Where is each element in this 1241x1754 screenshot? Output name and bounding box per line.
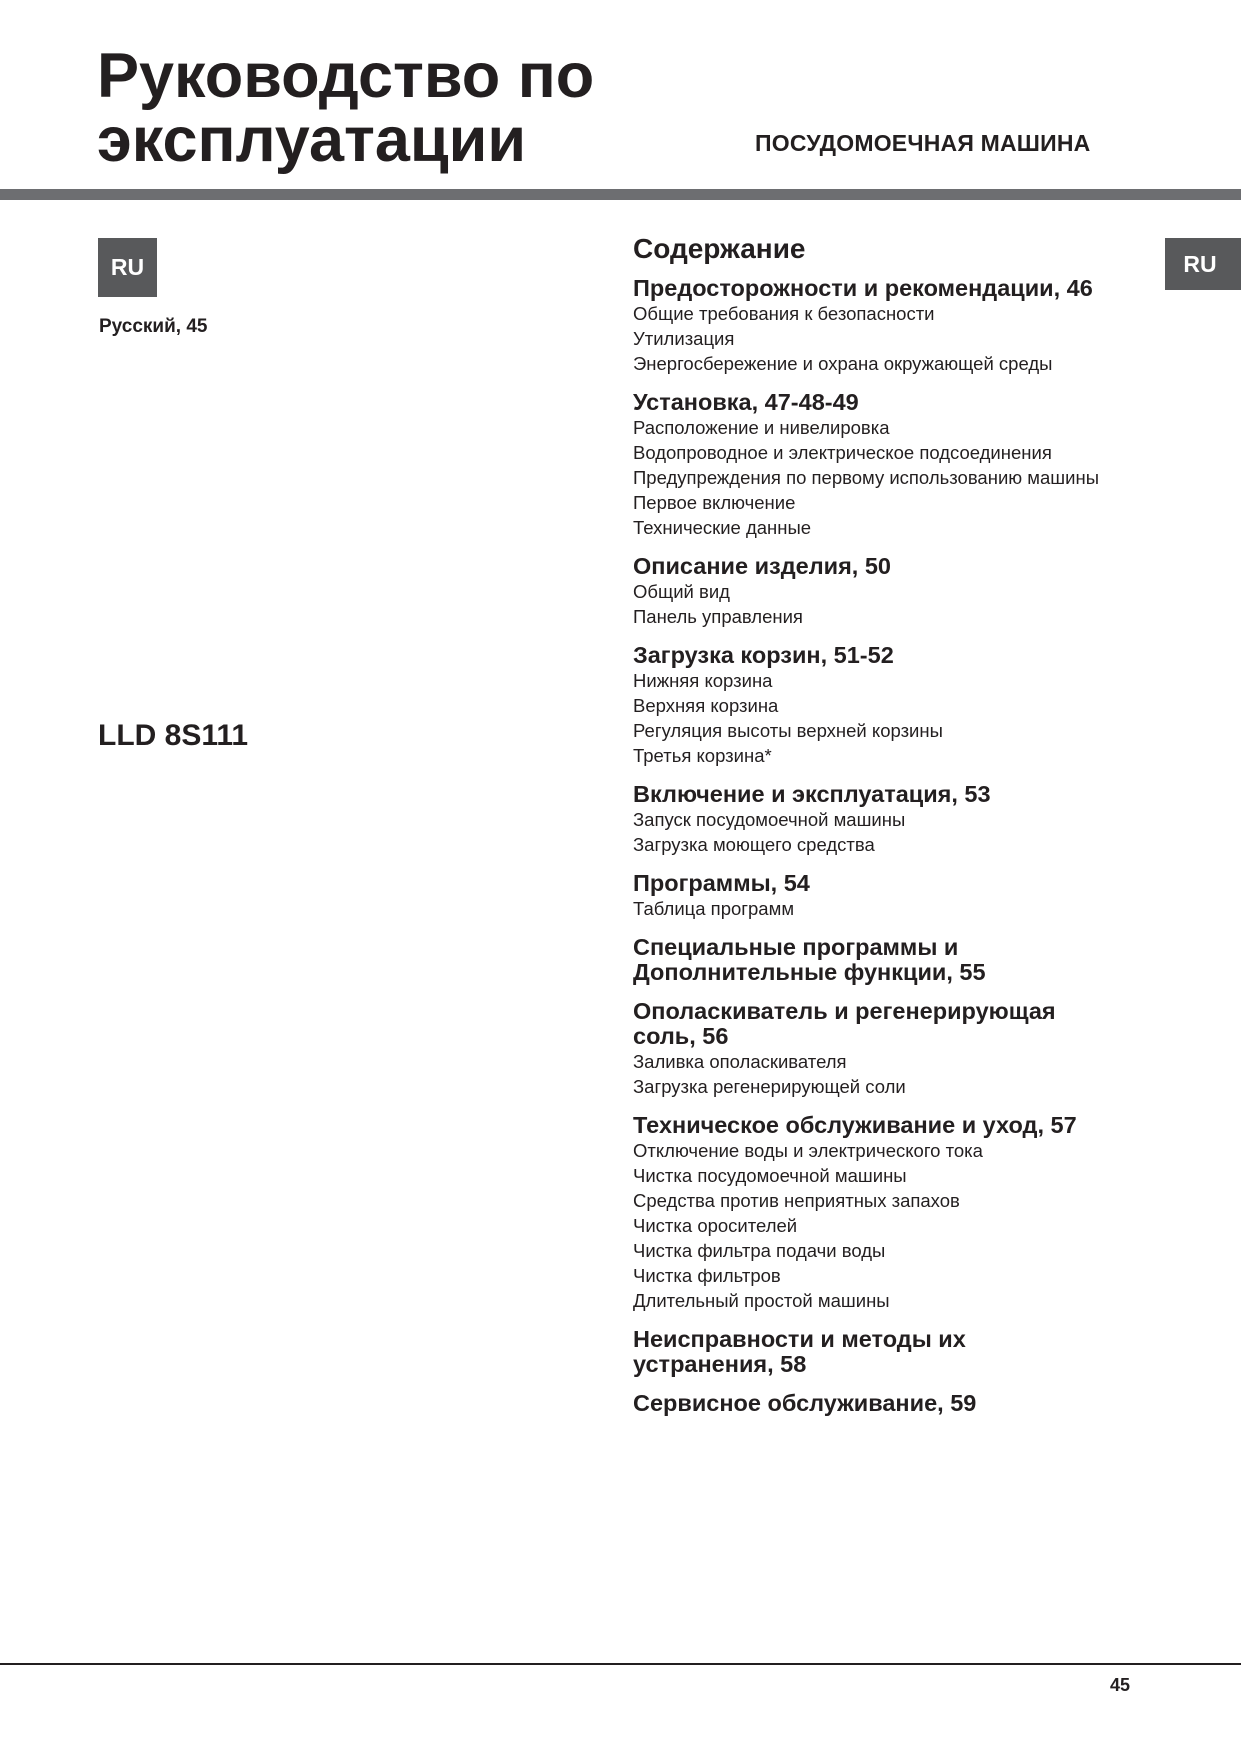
toc-item: Панель управления: [633, 606, 803, 627]
toc-item: Чистка оросителей: [633, 1215, 798, 1236]
toc-section-title-line-2: Дополнительные функции, 55: [633, 959, 986, 985]
toc-section-title: Сервисное обслуживание, 59: [633, 1390, 977, 1416]
toc-item: Верхняя корзина: [633, 695, 779, 716]
language-tab-right: RU: [1165, 238, 1241, 290]
toc-item: Предупреждения по первому использованию машины: [633, 467, 1099, 488]
toc-item: Энергосбережение и охрана окружающей среды: [633, 353, 1053, 374]
toc-item: Нижняя корзина: [633, 670, 773, 691]
toc-section-programmes: [633, 871, 1173, 921]
product-type-subtitle: ПОСУДОМОЕЧНАЯ МАШИНА: [755, 130, 1091, 156]
toc-item: Запуск посудомоечной машины: [633, 809, 906, 830]
toc-item: Общий вид: [633, 581, 730, 602]
toc-section-start-up: [633, 782, 1173, 857]
toc-section-description: [633, 554, 1173, 629]
toc-section-title: Включение и эксплуатация, 53: [633, 781, 991, 807]
toc-section-rinse-aid-salt: [633, 999, 1173, 1099]
toc-item: Общие требования к безопасности: [633, 303, 935, 324]
toc-section-title: Программы, 54: [633, 870, 810, 896]
toc-item: Загрузка регенерирующей соли: [633, 1076, 906, 1097]
page-title-line-1: Руководство по: [97, 41, 595, 111]
toc-item: Расположение и нивелировка: [633, 417, 890, 438]
toc-section-title: Предосторожности и рекомендации, 46: [633, 275, 1093, 301]
toc-section-title: Загрузка корзин, 51-52: [633, 642, 894, 668]
toc-item: Утилизация: [633, 328, 735, 349]
toc-section-troubleshooting: [633, 1327, 1173, 1377]
toc-section-installation: [633, 390, 1173, 540]
page-title-line-2: эксплуатации: [97, 105, 527, 175]
toc-section-title-line-1: Специальные программы и: [633, 934, 959, 960]
toc-section-title-line-1: Неисправности и методы их: [633, 1326, 966, 1352]
language-entry: Русский, 45: [99, 316, 208, 337]
toc-item: Загрузка моющего средства: [633, 834, 875, 855]
toc-section-title-line-2: соль, 56: [633, 1023, 729, 1049]
toc-section-loading-racks: [633, 643, 1173, 768]
footer-divider: [0, 1663, 1241, 1665]
toc-section-service: [633, 1391, 1173, 1416]
model-number: LLD 8S111: [98, 719, 249, 752]
toc-item: Средства против неприятных запахов: [633, 1190, 960, 1211]
toc-item: Отключение воды и электрического тока: [633, 1140, 983, 1161]
language-badge-left: RU: [98, 238, 157, 297]
toc-section-special-programmes: [633, 935, 1173, 985]
toc-section-maintenance: [633, 1113, 1173, 1313]
toc-section-title: Техническое обслуживание и уход, 57: [633, 1112, 1077, 1138]
toc-item: Третья корзина*: [633, 745, 772, 766]
toc-item: Таблица программ: [633, 898, 795, 919]
toc-section-title: Установка, 47-48-49: [633, 389, 859, 415]
toc-item: Чистка фильтров: [633, 1265, 781, 1286]
toc-section-title-line-1: Ополаскиватель и регенерирующая: [633, 998, 1056, 1024]
toc-item: Первое включение: [633, 492, 796, 513]
page-title: [97, 41, 595, 175]
toc-heading: Содержание: [633, 233, 806, 264]
page-number: 45: [1110, 1675, 1131, 1695]
toc-item: Технические данные: [633, 517, 812, 538]
toc-section-safety: [633, 276, 1173, 376]
header-divider: [0, 189, 1241, 200]
table-of-contents: [633, 232, 1173, 1430]
toc-item: Регуляция высоты верхней корзины: [633, 720, 943, 741]
toc-item: Водопроводное и электрическое подсоединения: [633, 442, 1052, 463]
toc-item: Чистка посудомоечной машины: [633, 1165, 907, 1186]
toc-item: Заливка ополаскивателя: [633, 1051, 847, 1072]
toc-item: Чистка фильтра подачи воды: [633, 1240, 886, 1261]
toc-item: Длительный простой машины: [633, 1290, 890, 1311]
toc-section-title: Описание изделия, 50: [633, 553, 891, 579]
toc-section-title-line-2: устранения, 58: [633, 1351, 807, 1377]
